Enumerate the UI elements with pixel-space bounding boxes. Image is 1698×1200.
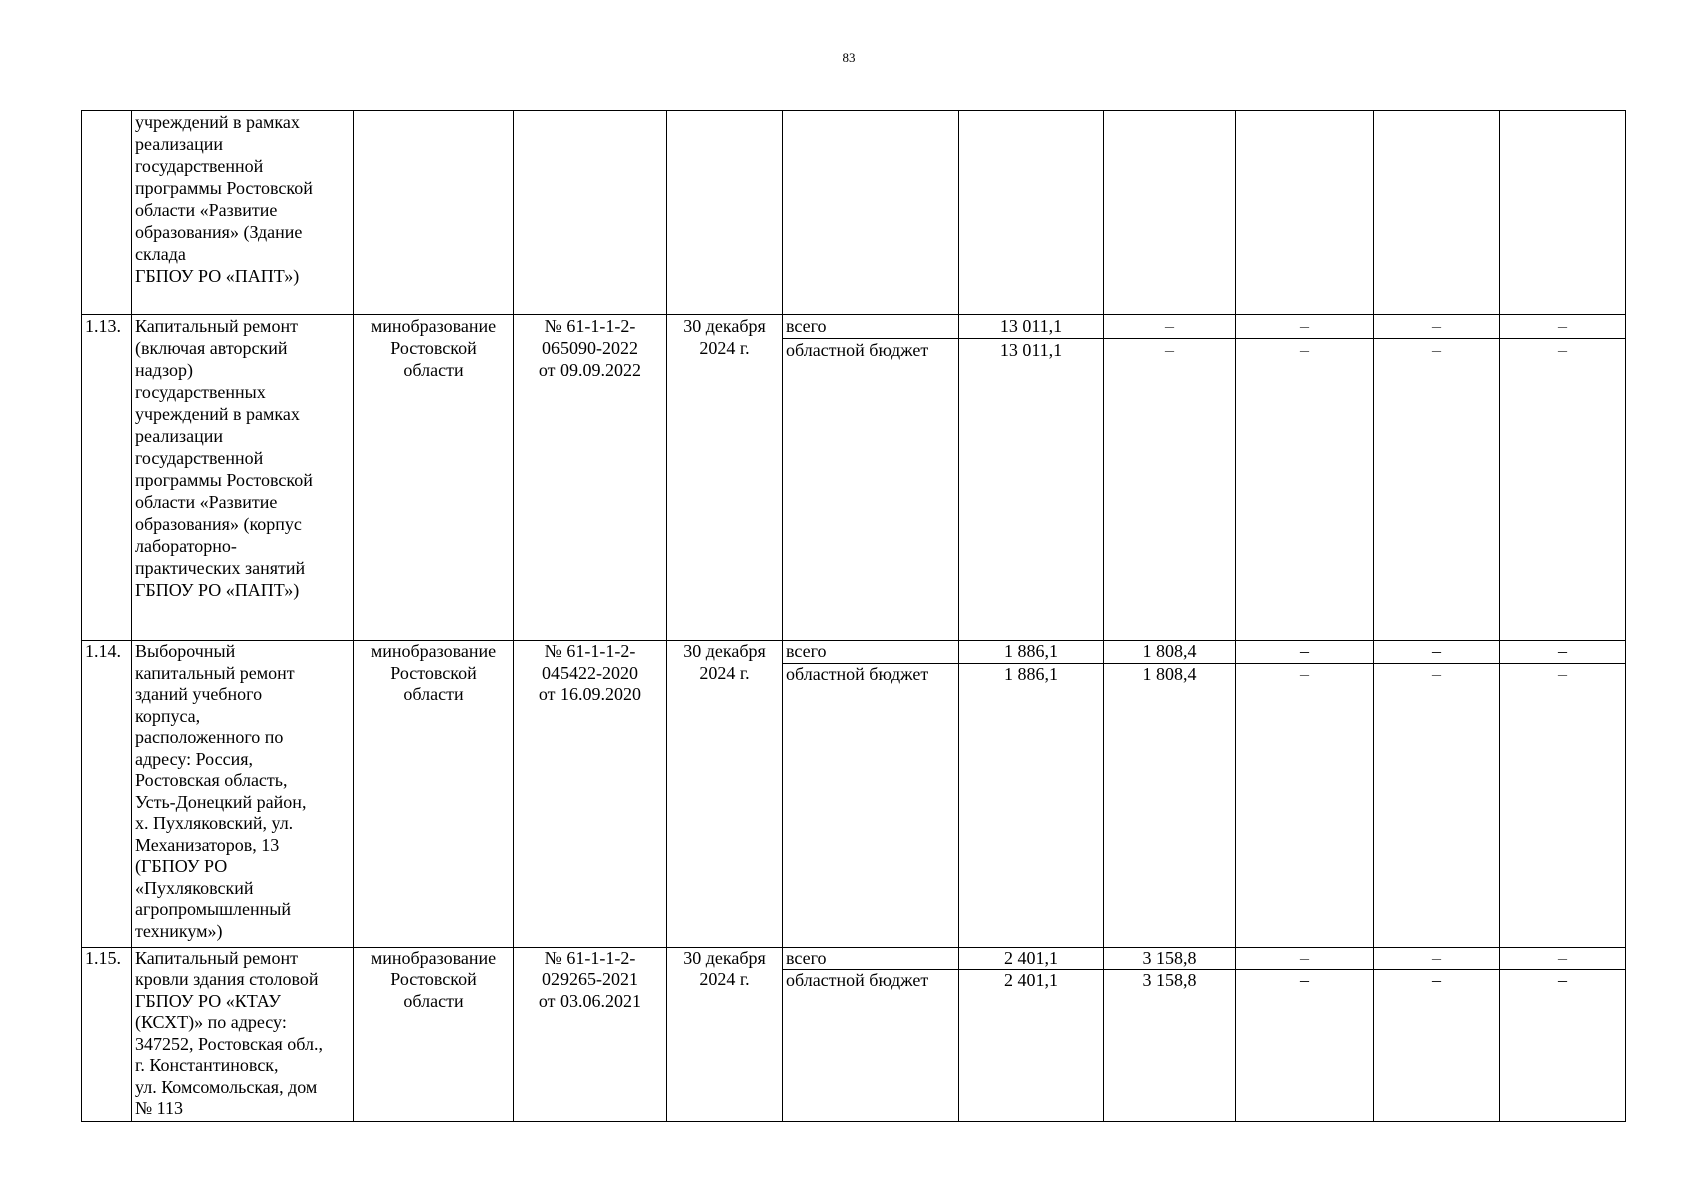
name-line: государственной [135, 448, 264, 468]
doc-line: 065090-2022 [542, 338, 638, 358]
value-cell: – [1374, 641, 1500, 664]
org-line: области [403, 990, 464, 1011]
name-line: Капитальный ремонт [135, 947, 298, 968]
name-line: области «Развитие [135, 492, 278, 512]
name-line: № 113 [135, 1098, 184, 1118]
value-cell: 13 011,1 [959, 315, 1104, 339]
name-line: адресу: Россия, [135, 748, 254, 769]
doc-line: от 16.09.2020 [538, 684, 642, 704]
table-row-1-14-total [82, 641, 1626, 664]
value-cell: – [1500, 315, 1626, 339]
document-cell [514, 947, 667, 1122]
doc-line: № 61-1-1-2- [544, 947, 636, 968]
name-line: лабораторно- [135, 536, 237, 556]
name-line: (КСХТ)» по адресу: [135, 1012, 287, 1032]
name-line: программы Ростовской [135, 470, 313, 490]
value-cell [1374, 111, 1500, 315]
name-line: учреждений в рамках [135, 112, 300, 132]
deadline-cell [667, 947, 783, 1122]
name-line: агропромышленный [135, 899, 291, 919]
date-line: 2024 г. [699, 338, 750, 358]
organization-cell [354, 641, 514, 948]
doc-line: № 61-1-1-2- [544, 316, 636, 336]
value-cell: 1 808,4 [1104, 641, 1236, 664]
document-cell [514, 315, 667, 641]
date-line: 30 декабря [683, 947, 766, 968]
source-total-cell: всего [783, 947, 959, 970]
document-cell [514, 641, 667, 948]
name-line: 347252, Ростовская обл., [135, 1033, 323, 1054]
doc-line: № 61-1-1-2- [544, 641, 636, 661]
value-cell: – [1236, 641, 1374, 664]
value-cell: 2 401,1 [959, 970, 1104, 1122]
value-cell: – [1500, 947, 1626, 970]
doc-line: от 03.06.2021 [538, 990, 642, 1011]
date-line: 2024 г. [699, 969, 750, 989]
budget-table [81, 110, 1626, 1122]
table-row-1-13-total [82, 315, 1626, 339]
value-cell: 1 886,1 [959, 641, 1104, 664]
value-cell: – [1500, 970, 1626, 1122]
source-budget-cell: областной бюджет [783, 663, 959, 947]
name-line: техникум») [135, 920, 223, 941]
value-cell: – [1236, 970, 1374, 1122]
source-total-cell: всего [783, 641, 959, 664]
value-cell: 3 158,8 [1104, 947, 1236, 970]
deadline-cell [667, 641, 783, 948]
name-line: Усть-Донецкий район, [135, 791, 307, 812]
date-line: 30 декабря [683, 641, 766, 661]
value-cell: – [1374, 947, 1500, 970]
value-cell: – [1500, 339, 1626, 641]
value-cell: – [1104, 339, 1236, 641]
value-cell: – [1104, 315, 1236, 339]
name-line: корпуса, [135, 705, 201, 726]
source-budget-cell: областной бюджет [783, 970, 959, 1122]
name-line: расположенного по [135, 727, 284, 747]
deadline-cell [667, 111, 783, 315]
name-line: области «Развитие [135, 200, 278, 220]
value-cell: 13 011,1 [959, 339, 1104, 641]
name-line: Выборочный [135, 641, 236, 661]
name-line: образования» (Здание [135, 222, 303, 242]
org-line: Ростовской [390, 338, 477, 358]
value-cell: – [1500, 641, 1626, 664]
object-name-cell [132, 111, 354, 315]
name-line: государственной [135, 156, 264, 176]
org-line: Ростовской [390, 969, 477, 989]
document-cell [514, 111, 667, 315]
organization-cell [354, 947, 514, 1122]
name-line: реализации [135, 426, 223, 446]
organization-cell [354, 111, 514, 315]
name-line: капитальный ремонт [135, 662, 295, 683]
table-row-continuation [82, 111, 1626, 315]
name-line: Ростовская область, [135, 770, 288, 790]
value-cell [1236, 111, 1374, 315]
value-cell [1500, 111, 1626, 315]
name-line: практических занятий [135, 558, 306, 578]
value-cell [1104, 111, 1236, 315]
name-line: зданий учебного [135, 684, 263, 704]
source-budget-cell: областной бюджет [783, 339, 959, 641]
value-cell: – [1374, 339, 1500, 641]
org-line: минобразование [370, 947, 497, 968]
org-line: области [403, 684, 464, 704]
value-cell: 3 158,8 [1104, 970, 1236, 1122]
organization-cell [354, 315, 514, 641]
org-line: минобразование [370, 316, 497, 336]
object-name-cell [132, 947, 354, 1122]
name-line: х. Пухляковский, ул. [135, 813, 294, 833]
row-number-cell: 1.13. [82, 315, 132, 641]
name-line: ГБПОУ РО «ПАПТ») [135, 580, 300, 600]
value-cell: – [1236, 339, 1374, 641]
name-line: ГБПОУ РО «КТАУ [135, 990, 281, 1011]
name-line: надзор) [135, 360, 193, 380]
org-line: Ростовской [390, 662, 477, 683]
deadline-cell [667, 315, 783, 641]
object-name-cell [132, 641, 354, 948]
org-line: области [403, 360, 464, 380]
name-line: Капитальный ремонт [135, 316, 298, 336]
value-cell: – [1236, 947, 1374, 970]
row-number-cell: 1.14. [82, 641, 132, 948]
name-line: программы Ростовской [135, 178, 313, 198]
date-line: 2024 г. [699, 662, 750, 683]
name-line: г. Константиновск, [135, 1055, 279, 1075]
doc-line: 029265-2021 [542, 969, 638, 989]
source-total-cell: всего [783, 315, 959, 339]
date-line: 30 декабря [683, 316, 766, 336]
value-cell: 2 401,1 [959, 947, 1104, 970]
doc-line: от 09.09.2022 [538, 360, 642, 380]
name-line: учреждений в рамках [135, 404, 300, 424]
name-line: образования» (корпус [135, 514, 302, 534]
value-cell: – [1236, 663, 1374, 947]
doc-line: 045422-2020 [542, 662, 638, 683]
name-line: ГБПОУ РО «ПАПТ») [135, 266, 300, 286]
name-line: реализации [135, 134, 223, 154]
name-line: «Пухляковский [135, 877, 254, 898]
value-cell: – [1500, 663, 1626, 947]
name-line: государственных [135, 382, 266, 402]
value-cell: – [1374, 970, 1500, 1122]
page-number: 83 [842, 50, 856, 65]
org-line: минобразование [370, 641, 497, 661]
value-cell: 1 886,1 [959, 663, 1104, 947]
row-number-cell [82, 111, 132, 315]
name-line: склада [135, 244, 186, 264]
value-cell: – [1374, 315, 1500, 339]
table-row-1-15-total [82, 947, 1626, 970]
name-line: ул. Комсомольская, дом [135, 1076, 318, 1097]
name-line: Механизаторов, 13 [135, 834, 280, 855]
name-line: кровли здания столовой [135, 969, 319, 989]
row-number-cell: 1.15. [82, 947, 132, 1122]
value-cell: – [1374, 663, 1500, 947]
name-line: (включая авторский [135, 338, 288, 358]
value-cell: – [1236, 315, 1374, 339]
source-cell [783, 111, 959, 315]
name-line: (ГБПОУ РО [135, 856, 228, 876]
value-cell [959, 111, 1104, 315]
object-name-cell [132, 315, 354, 641]
value-cell: 1 808,4 [1104, 663, 1236, 947]
